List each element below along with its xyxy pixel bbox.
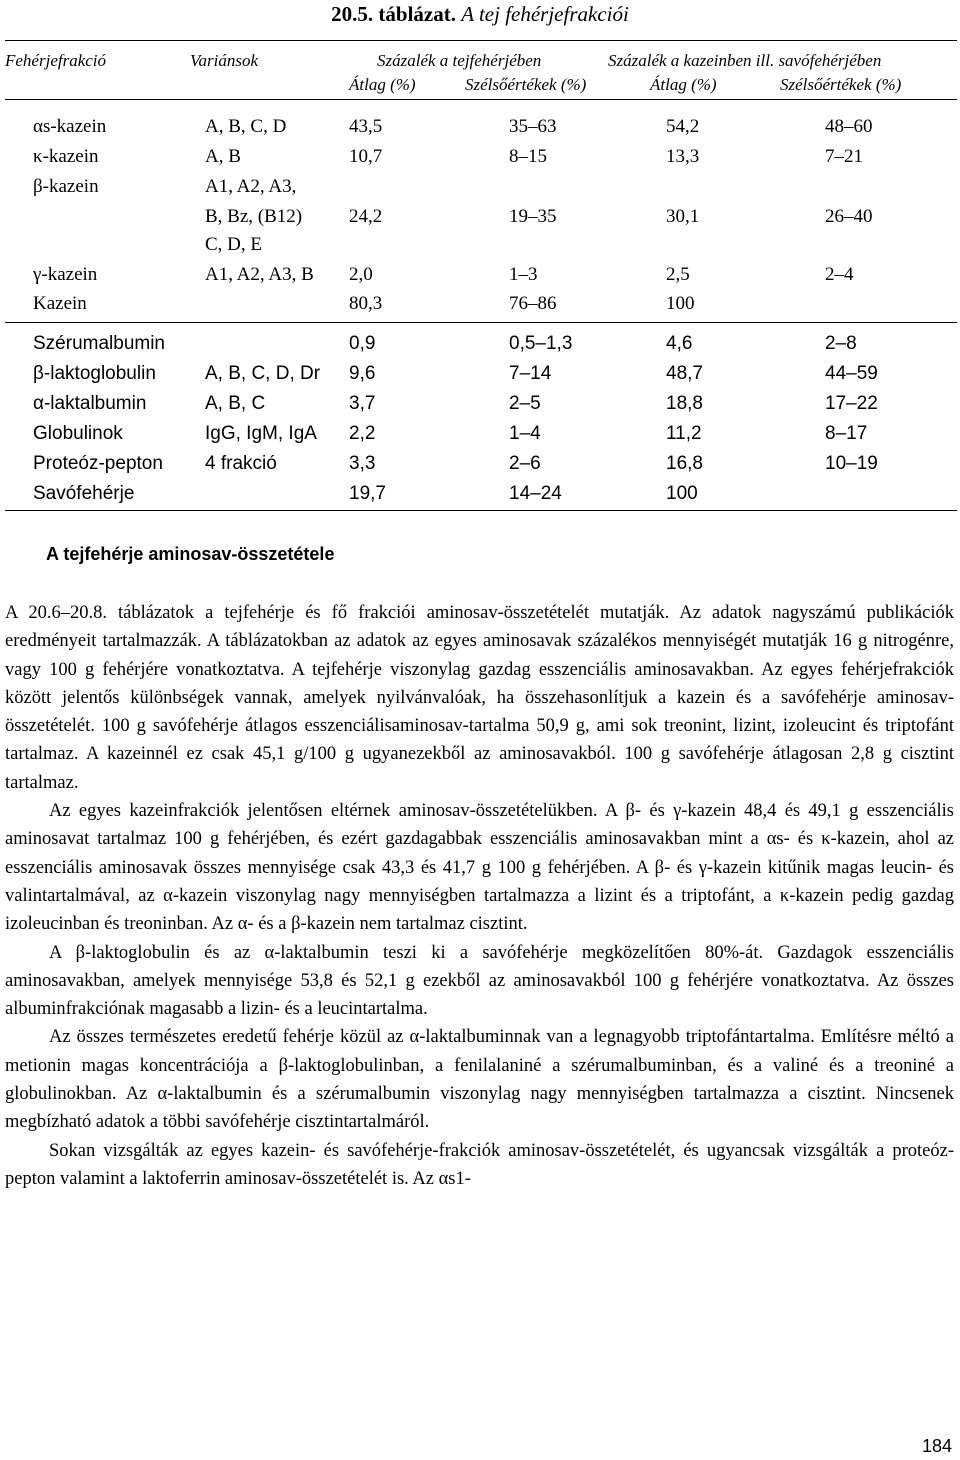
- cell-avg-1: 9,6: [349, 363, 376, 384]
- paragraph: Az összes természetes eredetű fehérje közül az α-laktalbuminnak van a legnagyobb triptofántartalma. Említésre méltó a metionin magas koncentrációja a β-laktoglobulinban, a fenilalaniné a szérumalbuminban, és a valiné és a treoniné a globulinokban. Az α-laktalbumin és a szérumalbumin viszonylag nagy mennyiségben tartalmazza a cisztint. Nincsenek megbízható adatok a többi savófehérje cisztintartalmáról.: [5, 1027, 954, 1133]
- cell-avg-2: 48,7: [666, 363, 703, 384]
- cell-avg-1: 2,2: [349, 423, 376, 444]
- header-variants: Variánsok: [190, 51, 258, 70]
- cell-range-1: 14–24: [509, 483, 562, 504]
- cell-fraction: Savófehérje: [33, 483, 135, 504]
- cell-avg-2: 16,8: [666, 453, 703, 474]
- paragraph: A 20.6–20.8. táblázatok a tejfehérje és fő frakciói aminosav-összetételét mutatják. Az adatok nagyszámú publikációk eredményeit tartalmazzák. A táblázatokban az adatok az egyes aminosavak százalékos mennyiségét mutatják 16 g nitrogénre, vagy 100 g fehérjére vonatkoztatva. A tejfehérje viszonylag gazdag esszenciális aminosavakban. Az egyes fehérjefrakciók között jelentős különbségek vannak, amelyek nyilvánvalóak, ha összehasonlítjuk a kazein és a savófehérje aminosav-összetételét. 100 g savófehérje átlagos esszenciálisaminosav-tartalma 50,9 g, ami sok treonint, lizint, izoleucint és triptofánt tartalmaz. A kazeinnél ez csak 45,1 g/100 g ugyanezekből az aminosavakból. 100 g savófehérje átlagosan 2,8 g cisztint tartalmaz.: [5, 603, 954, 793]
- cell-avg-2: 18,8: [666, 393, 703, 414]
- cell-range-2: 2–4: [825, 264, 854, 285]
- cell-range-1: 2–5: [509, 393, 541, 414]
- paragraph: A β-laktoglobulin és az α-laktalbumin teszi ki a savófehérje megközelítően 80%-át. Gazdagok esszenciális aminosavakban, amelyek mennyisége 53,8 és 52,1 g ezekből az aminosavakból 100 g fehérjére vonatkoztatva. Az összes albuminfrakciónak magasabb a lizin- és a leucintartalma.: [5, 942, 954, 1020]
- section-heading: A tejfehérje aminosav-összetétele: [46, 544, 335, 564]
- cell-fraction: α-laktalbumin: [33, 393, 147, 414]
- cell-avg-1: 80,3: [349, 293, 383, 314]
- header-range-2: Szélsőértékek (%): [780, 75, 902, 94]
- cell-avg-1: 3,7: [349, 393, 376, 414]
- cell-avg-2: 100: [666, 483, 698, 504]
- cell-avg-2: 30,1: [666, 206, 700, 227]
- header-rule: [5, 99, 957, 100]
- header-milk-protein-pct: Százalék a tejfehérjében: [377, 51, 542, 70]
- page-number: 184: [921, 1436, 952, 1456]
- cell-range-1: 19–35: [509, 206, 557, 227]
- cell-avg-1: 2,0: [349, 264, 373, 285]
- cell-variants: A1, A2, A3, B: [205, 264, 314, 285]
- cell-avg-1: 0,9: [349, 333, 376, 354]
- cell-range-1: 2–6: [509, 453, 541, 474]
- cell-avg-2: 11,2: [666, 423, 702, 444]
- cell-range-1: 1–4: [509, 423, 541, 444]
- cell-range-1: 8–15: [509, 146, 547, 167]
- cell-range-1: 7–14: [509, 363, 552, 384]
- cell-fraction: β-laktoglobulin: [33, 363, 156, 384]
- table-bottom-rule: [5, 510, 957, 511]
- cell-range-1: 1–3: [509, 264, 538, 285]
- cell-range-1: 76–86: [509, 293, 557, 314]
- cell-avg-2: 54,2: [666, 116, 700, 137]
- cell-variants: A, B: [205, 146, 241, 167]
- header-avg-1: Átlag (%): [349, 75, 416, 94]
- cell-range-1: 0,5–1,3: [509, 333, 573, 354]
- cell-avg-1: 43,5: [349, 116, 383, 137]
- cell-range-2: 8–17: [825, 423, 868, 444]
- cell-variants: A1, A2, A3,: [205, 176, 297, 197]
- cell-fraction: Szérumalbumin: [33, 333, 165, 354]
- cell-fraction: Kazein: [33, 293, 87, 314]
- cell-variants: A, B, C, D: [205, 116, 287, 137]
- cell-range-2: 17–22: [825, 393, 878, 414]
- cell-range-2: 26–40: [825, 206, 873, 227]
- cell-avg-2: 13,3: [666, 146, 700, 167]
- cell-range-2: 10–19: [825, 453, 878, 474]
- cell-variants: B, Bz, (B12): [205, 206, 303, 227]
- header-avg-2: Átlag (%): [650, 75, 717, 94]
- cell-variants: IgG, IgM, IgA: [205, 423, 317, 444]
- header-fraction: Fehérjefrakció: [5, 51, 107, 70]
- cell-avg-1: 10,7: [349, 146, 383, 167]
- table-caption: A tej fehérjefrakciói: [461, 2, 629, 26]
- header-range-1: Szélsőértékek (%): [465, 75, 587, 94]
- cell-fraction: αs-kazein: [33, 116, 107, 137]
- cell-variants: 4 frakció: [205, 453, 277, 474]
- cell-avg-1: 24,2: [349, 206, 383, 227]
- table-title: [0, 2, 960, 26]
- cell-variants: A, B, C, D, Dr: [205, 363, 321, 384]
- casein-section-rule: [5, 322, 957, 323]
- header-casein-whey-pct: Százalék a kazeinben ill. savófehérjében: [608, 51, 882, 70]
- cell-range-2: 2–8: [825, 333, 857, 354]
- cell-range-2: 44–59: [825, 363, 878, 384]
- cell-range-2: 48–60: [825, 116, 873, 137]
- table-number: 20.5. táblázat.: [331, 2, 456, 26]
- cell-avg-2: 2,5: [666, 264, 690, 285]
- body-text: [5, 599, 954, 1193]
- cell-avg-2: 100: [666, 293, 695, 314]
- cell-fraction: γ-kazein: [33, 264, 98, 285]
- cell-fraction: Proteóz-pepton: [33, 453, 163, 474]
- cell-range-2: 7–21: [825, 146, 863, 167]
- paragraph: Az egyes kazeinfrakciók jelentősen eltérnek aminosav-összetételükben. A β- és γ-kazein 48,4 és 49,1 g esszenciális aminosavat tartalmaz 100 g fehérjében, és ezért gazdagabbak esszenciális aminosavakban mint a αs- és κ-kazein, ahol az esszenciális aminosavak összes mennyisége csak 43,3 és 41,7 g 100 g fehérjében. A β- és γ-kazein kitűnik magas leucin- és valintartalmával, az α-kazein viszonylag nagy mennyiségben tartalmazza a lizint és a triptofánt, a κ-kazein pedig gazdag izoleucinban és treoninban. Az α- és a β-kazein nem tartalmaz cisztint.: [5, 801, 954, 935]
- table-top-rule: [5, 40, 957, 41]
- cell-avg-1: 19,7: [349, 483, 386, 504]
- cell-range-1: 35–63: [509, 116, 557, 137]
- paragraph: Sokan vizsgálták az egyes kazein- és savófehérje-frakciók aminosav-összetételét, és ugyancsak vizsgálták a proteóz-pepton valamint a laktoferrin aminosav-összetételét is. Az αs1-: [5, 1140, 954, 1189]
- cell-fraction: κ-kazein: [33, 146, 99, 167]
- cell-fraction: β-kazein: [33, 176, 99, 197]
- cell-variants: C, D, E: [205, 234, 262, 255]
- cell-avg-1: 3,3: [349, 453, 376, 474]
- cell-variants: A, B, C: [205, 393, 266, 414]
- cell-avg-2: 4,6: [666, 333, 693, 354]
- cell-fraction: Globulinok: [33, 423, 123, 444]
